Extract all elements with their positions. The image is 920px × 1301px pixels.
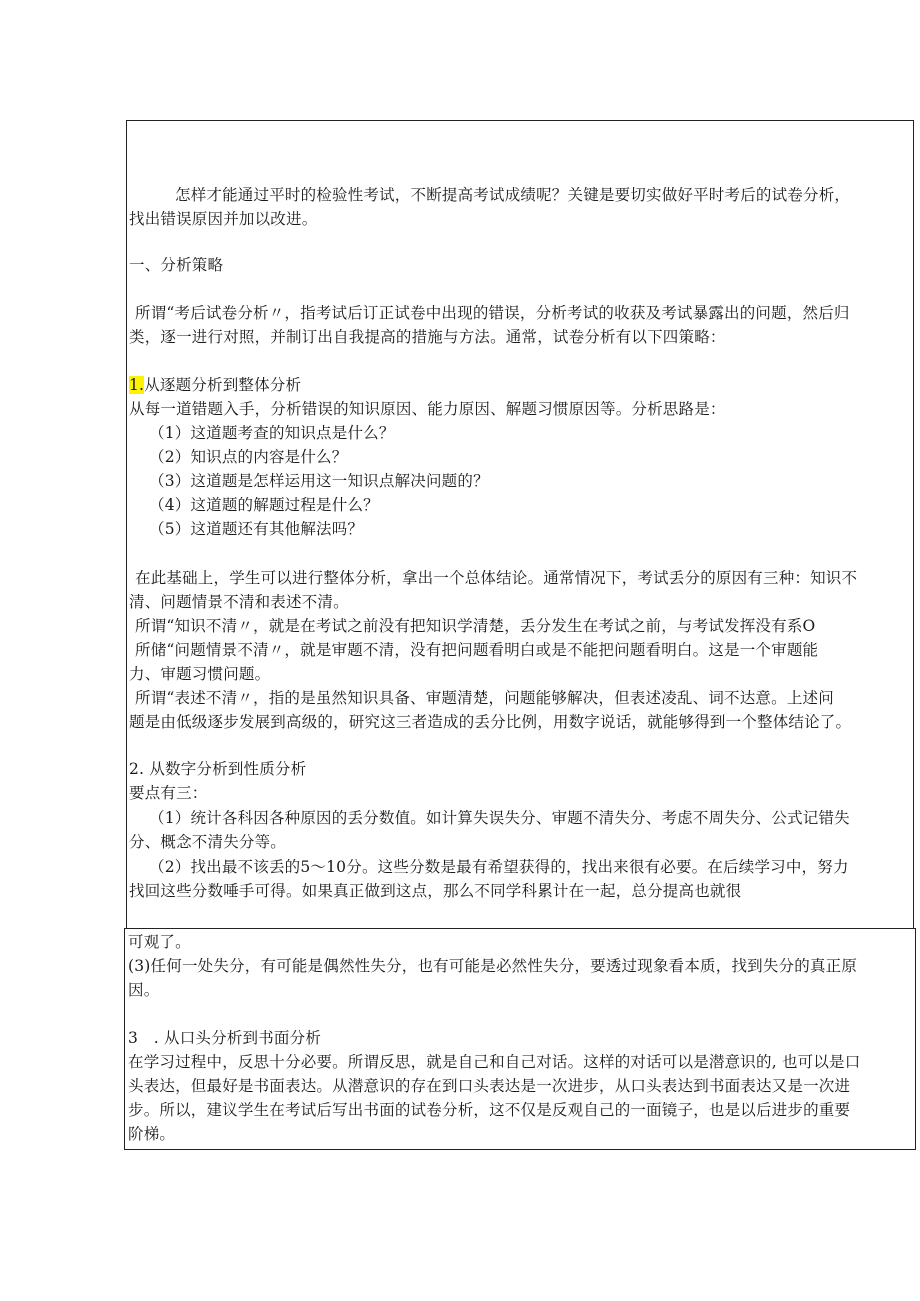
strategy-3-line-2: 头表达，但最好是书面表达。从潜意识的存在到口头表达是一次进步，从口头表达到书面表达又是一次进 bbox=[128, 1077, 851, 1095]
question-1: （1）这道题考查的知识点是什么？ bbox=[149, 424, 395, 442]
overall-line-4: 所储“问题情景不清〃，就是审题不清，没有把问题看明白或是不能把问题看明白。这是一个审题能 bbox=[135, 641, 819, 659]
strategy-2-heading: 2. 从数字分析到性质分析 bbox=[129, 760, 307, 778]
strategy-1-title: 从逐题分析到整体分析 bbox=[144, 376, 302, 394]
point-2-line-1: （2）找出最不该丢的5～10分。这些分数是最有希望获得的，找出来很有必要。在后续学习中，努力 bbox=[149, 858, 849, 876]
overall-line-5: 力、审题习惯问题。 bbox=[129, 665, 271, 683]
point-3-line-1: (3)任何一处失分，有可能是偶然性失分，也有可能是必然性失分，要透过现象看本质，找到失分的真正原 bbox=[128, 957, 858, 975]
strategy-1-number: 1. bbox=[129, 376, 145, 394]
question-3: （3）这道题是怎样运用这一知识点解决问题的？ bbox=[149, 472, 489, 490]
overall-line-3: 所谓“知识不清〃，就是在考试之前没有把知识学清楚，丢分发生在考试之前，与考试发挥没有系O bbox=[135, 617, 816, 635]
intro-line-1: 怎样才能通过平时的检验性考试，不断提高考试成绩呢？关键是要切实做好平时考后的试卷分析， bbox=[175, 186, 851, 204]
strategy-1-heading bbox=[129, 374, 301, 396]
document-frame-bottom bbox=[124, 928, 916, 1150]
overall-line-6: 所谓“表述不清〃，指的是虽然知识具备、审题清楚，问题能够解决，但表述凌乱、词不达意。上述问 bbox=[135, 689, 834, 707]
section-heading: 一、分析策略 bbox=[129, 256, 224, 274]
definition-line-1: 所谓“考后试卷分析〃，指考试后订正试卷中出现的错误，分析考试的收获及考试暴露出的问题，然后归 bbox=[135, 304, 850, 322]
question-2: （2）知识点的内容是什么？ bbox=[149, 448, 348, 466]
point-1-line-1: （1）统计各科因各种原因的丢分数值。如计算失误失分、审题不清失分、考虑不周失分、公式记错失 bbox=[149, 809, 850, 827]
point-3-line-2: 因。 bbox=[128, 981, 160, 999]
question-5: （5）这道题还有其他解法吗？ bbox=[149, 520, 364, 538]
overall-line-2: 清、问题情景不清和表述不清。 bbox=[129, 593, 349, 611]
continuation-text: 可观了。 bbox=[128, 933, 191, 951]
strategy-1-lead: 从每一道错题入手，分析错误的知识原因、能力原因、解题习惯原因等。分析思路是： bbox=[129, 400, 726, 418]
overall-line-1: 在此基础上，学生可以进行整体分析，拿出一个总体结论。通常情况下，考试丢分的原因有三种：知识不 bbox=[135, 569, 858, 587]
document-frame-top bbox=[126, 120, 914, 930]
point-2-line-2: 找回这些分数唾手可得。如果真正做到这点，那么不同学科累计在一起，总分提高也就很 bbox=[129, 882, 742, 900]
definition-line-2: 类，逐一进行对照，并制订出自我提高的措施与方法。通常，试卷分析有以下四策略： bbox=[129, 328, 726, 346]
strategy-3-line-4: 阶梯。 bbox=[128, 1125, 176, 1143]
strategy-3-line-3: 步。所以，建议学生在考试后写出书面的试卷分析，这不仅是反观自己的一面镜子，也是以后进步的重要 bbox=[128, 1101, 851, 1119]
strategy-3-heading: 3 . 从口头分析到书面分析 bbox=[128, 1029, 322, 1047]
strategy-2-lead: 要点有三： bbox=[129, 784, 208, 802]
point-1-line-2: 分、概念不清失分等。 bbox=[129, 833, 287, 851]
question-4: （4）这道题的解题过程是什么？ bbox=[149, 496, 379, 514]
intro-line-2: 找出错误原因并加以改进。 bbox=[129, 210, 318, 228]
overall-line-7: 题是由低级逐步发展到高级的，研究这三者造成的丢分比例，用数字说话，就能够得到一个整体结论了。 bbox=[129, 713, 852, 731]
strategy-3-line-1: 在学习过程中，反思十分必要。所谓反思，就是自己和自己对话。这样的对话可以是潜意识的, 也可以是口 bbox=[128, 1053, 861, 1071]
